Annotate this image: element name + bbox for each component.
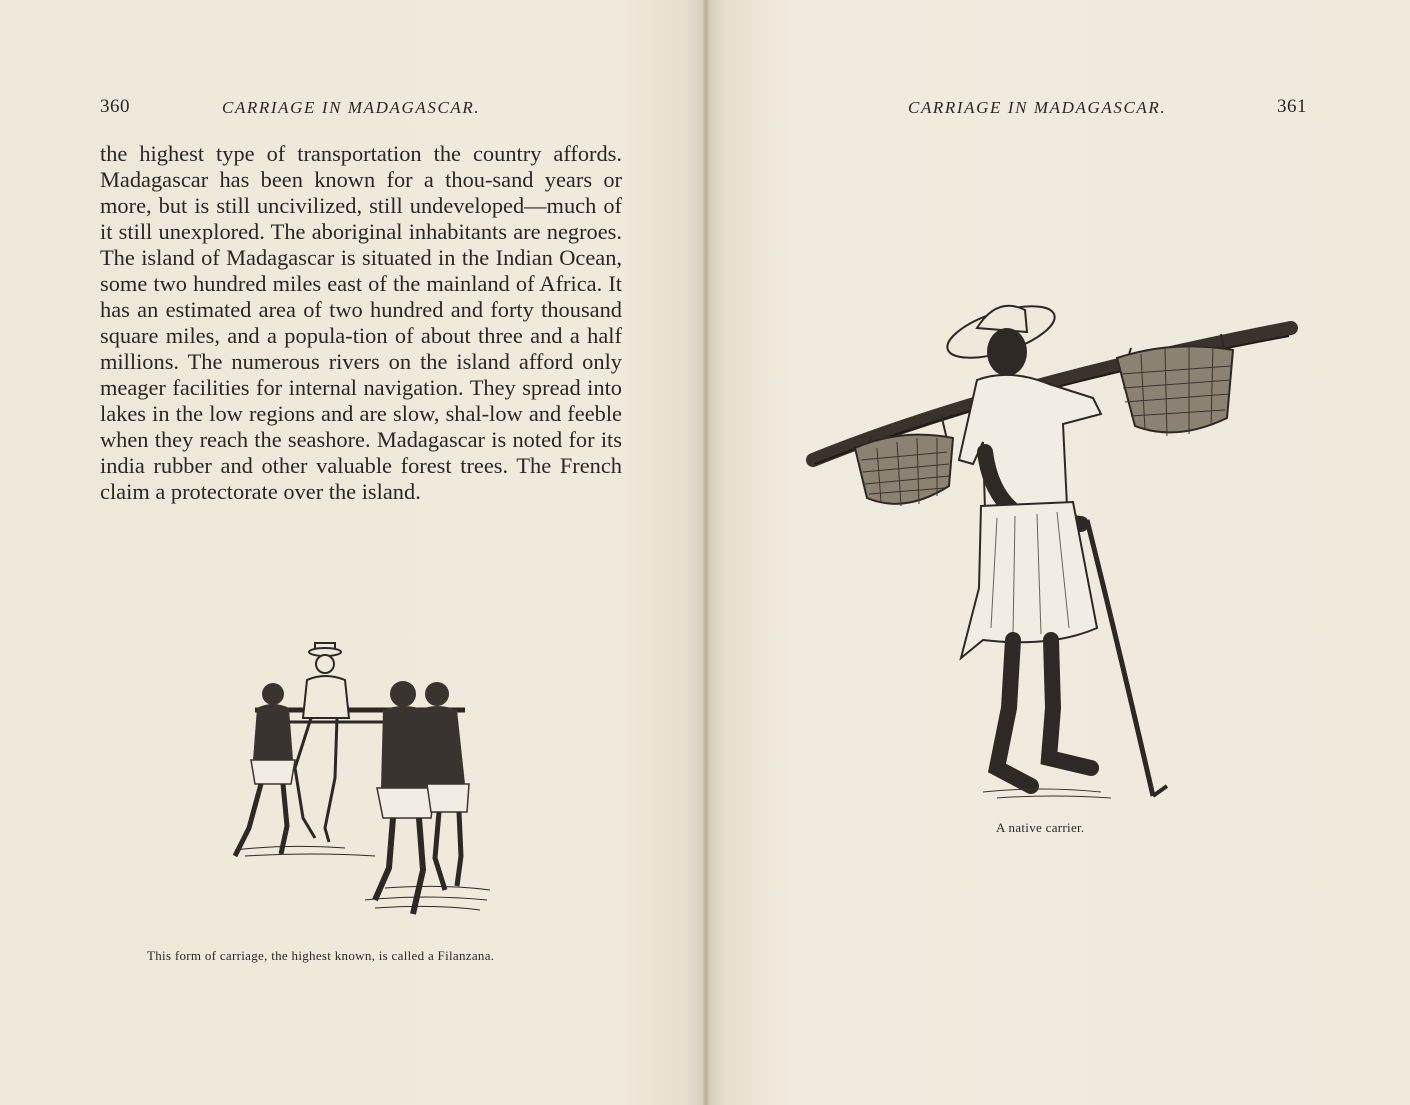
right-running-head: CARRIAGE IN MADAGASCAR. (908, 98, 1167, 117)
left-body-text: the highest type of transportation the country affords. Madagascar has been known for a thou-sand years or more, but is still uncivilized, still undeveloped—much of it still unexplored. The aboriginal inhabitants are negroes. The island of Madagascar is situated in the Indian Ocean, some two hundred miles east of the mainland of Africa. It has an estimated area of two hundred and forty thousand square miles, and a popula-tion of about three and a half millions. The numerous rivers on the island afford only meager facilities for internal navigation. They spread into lakes in the low regions and are slow, shal-low and feeble when they reach the seashore. Madagascar is noted for its india rubber and other valuable forest trees. The French claim a protectorate over the island. (100, 141, 622, 504)
right-figure-caption: A native carrier. (996, 820, 1085, 835)
left-running-head: CARRIAGE IN MADAGASCAR. (222, 98, 481, 117)
right-page (706, 0, 1410, 1105)
native-carrier-illustration (801, 288, 1301, 808)
left-figure-caption: This form of carriage, the highest known, is called a Filanzana. (147, 948, 495, 963)
right-page-number: 361 (1277, 96, 1307, 117)
filanzana-illustration (225, 638, 495, 938)
book-gutter (703, 0, 709, 1105)
left-page-number: 360 (100, 96, 130, 117)
